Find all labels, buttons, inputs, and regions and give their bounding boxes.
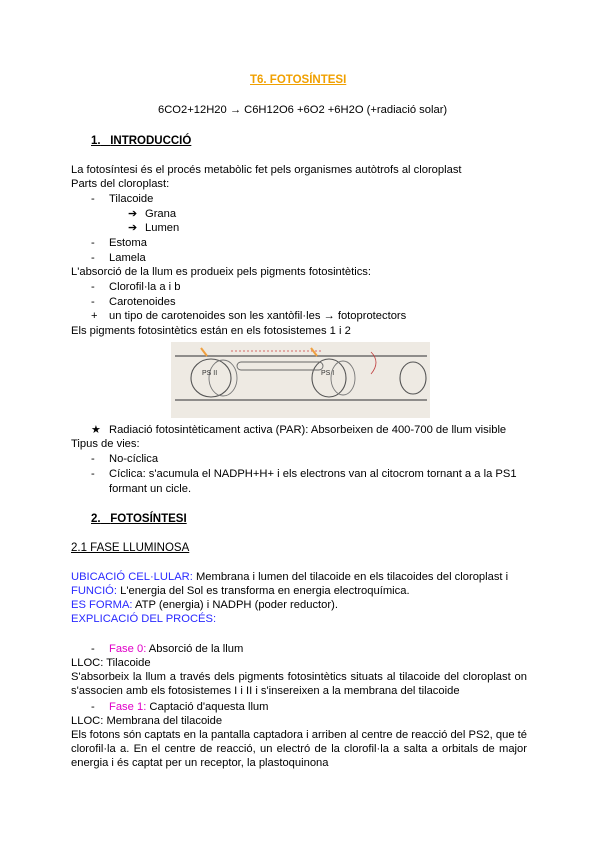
- funcio-line: [71, 584, 410, 598]
- intro-text: La fotosíntesi és el procés metabòlic fet pels organismes autòtrofs al cloroplast: [71, 164, 462, 176]
- fase-0-line: [109, 642, 243, 656]
- part-tilacoide: Tilacoide: [109, 193, 154, 205]
- ps1-label: PS I: [321, 370, 335, 377]
- plus-bullet: +: [91, 310, 98, 322]
- section-2-heading: [91, 512, 187, 526]
- dash-bullet: -: [91, 281, 95, 293]
- section-1-heading: [91, 134, 191, 148]
- equation: 6CO2+12H20 → C6H12O6 +6O2 +6H2O (+radiació solar): [158, 104, 448, 116]
- esforma-line: [71, 598, 338, 612]
- dash-bullet: -: [91, 453, 95, 465]
- dash-bullet: -: [91, 193, 95, 205]
- funcio-text: L'energia del Sol es transforma en energia electroquímica.: [117, 585, 410, 597]
- fase-0-paragraph: S'absorbeix la llum a través dels pigments fotosintètics situats al tilacoide del cloroplast on s'associen amb els fotosistemes I i II i s'insereixen a la membrana del tilacoide: [71, 671, 527, 697]
- absorcio-text: L'absorció de la llum es produeix pels pigments fotosintètics:: [71, 266, 372, 278]
- pigment-item: Clorofil·la a i b: [109, 281, 181, 293]
- par-text: Radiació fotosintèticament activa (PAR): Absorbeixen de 400-700 de llum visible: [109, 424, 507, 436]
- dash-bullet: -: [91, 701, 95, 713]
- funcio-label: FUNCIÓ:: [71, 585, 117, 597]
- subsection-2-1: 2.1 FASE LLUMINOSA: [71, 542, 190, 554]
- ps2-label: PS II: [202, 370, 218, 377]
- dash-bullet: -: [91, 237, 95, 249]
- lloc-1: LLOC: Membrana del tilacoide: [71, 715, 223, 727]
- dash-bullet: -: [91, 468, 95, 480]
- ubicacio-label: UBICACIÓ CEL·LULAR:: [71, 571, 193, 583]
- fase-1-label: Fase 1:: [109, 701, 147, 713]
- dash-bullet: -: [91, 296, 95, 308]
- ubicacio-text: Membrana i lumen del tilacoide en els tilacoides del cloroplast i: [192, 571, 509, 583]
- vies-label: Tipus de vies:: [71, 438, 140, 450]
- fase-1-paragraph: Els fotons són captats en la pantalla captadora i arriben al centre de reacció del PS2, que té clorofil·la a. En el centre de reacció, un electró de la clorofil·la a salta a orbitals de major energia i és captat per un receptor, la plastoquinona: [71, 729, 527, 769]
- part-grana: Grana: [145, 208, 177, 220]
- esforma-text: ATP (energia) i NADPH (poder reductor).: [132, 599, 338, 611]
- dash-bullet: -: [91, 252, 95, 264]
- pigment-item: un tipo de carotenoides son les xantòfil·les → fotoprotectors: [109, 310, 407, 322]
- fase-1-line: [109, 700, 268, 714]
- via-item: No-cíclica: [109, 453, 159, 465]
- section-2-title: FOTOSÍNTESI: [110, 513, 187, 525]
- ubicacio-line: [71, 570, 508, 584]
- part-lumen: Lumen: [145, 222, 180, 234]
- parts-label: Parts del cloroplast:: [71, 178, 170, 190]
- thylakoid-sketch-figure: [171, 342, 430, 418]
- via-item: Cíclica: s'acumula el NADPH+H+ i els electrons van al citocrom tornant a a la PS1: [109, 468, 517, 480]
- section-2-number: 2.: [91, 513, 101, 525]
- explicacio-heading: EXPLICACIÓ DEL PROCÉS:: [71, 613, 217, 625]
- part-lamela: Lamela: [109, 252, 146, 264]
- dash-bullet: -: [91, 643, 95, 655]
- star-bullet: ★: [91, 424, 102, 436]
- fase-1-text: Captació d'aquesta llum: [146, 701, 269, 713]
- page-title: T6. FOTOSÍNTESI: [250, 74, 347, 86]
- fotosistemes-text: Els pigments fotosintètics están en els fotosistemes 1 i 2: [71, 325, 351, 337]
- arrow-bullet: ➔: [128, 222, 138, 234]
- lloc-0: LLOC: Tilacoide: [71, 657, 151, 669]
- esforma-label: ES FORMA:: [71, 599, 133, 611]
- section-1-title: INTRODUCCIÓ: [110, 135, 192, 147]
- via-item-continuation: formant un cicle.: [109, 483, 192, 495]
- arrow-bullet: ➔: [128, 208, 138, 220]
- section-1-number: 1.: [91, 135, 101, 147]
- pigment-item: Carotenoides: [109, 296, 176, 308]
- part-estoma: Estoma: [109, 237, 147, 249]
- fase-0-label: Fase 0:: [109, 643, 147, 655]
- fase-0-text: Absorció de la llum: [146, 643, 244, 655]
